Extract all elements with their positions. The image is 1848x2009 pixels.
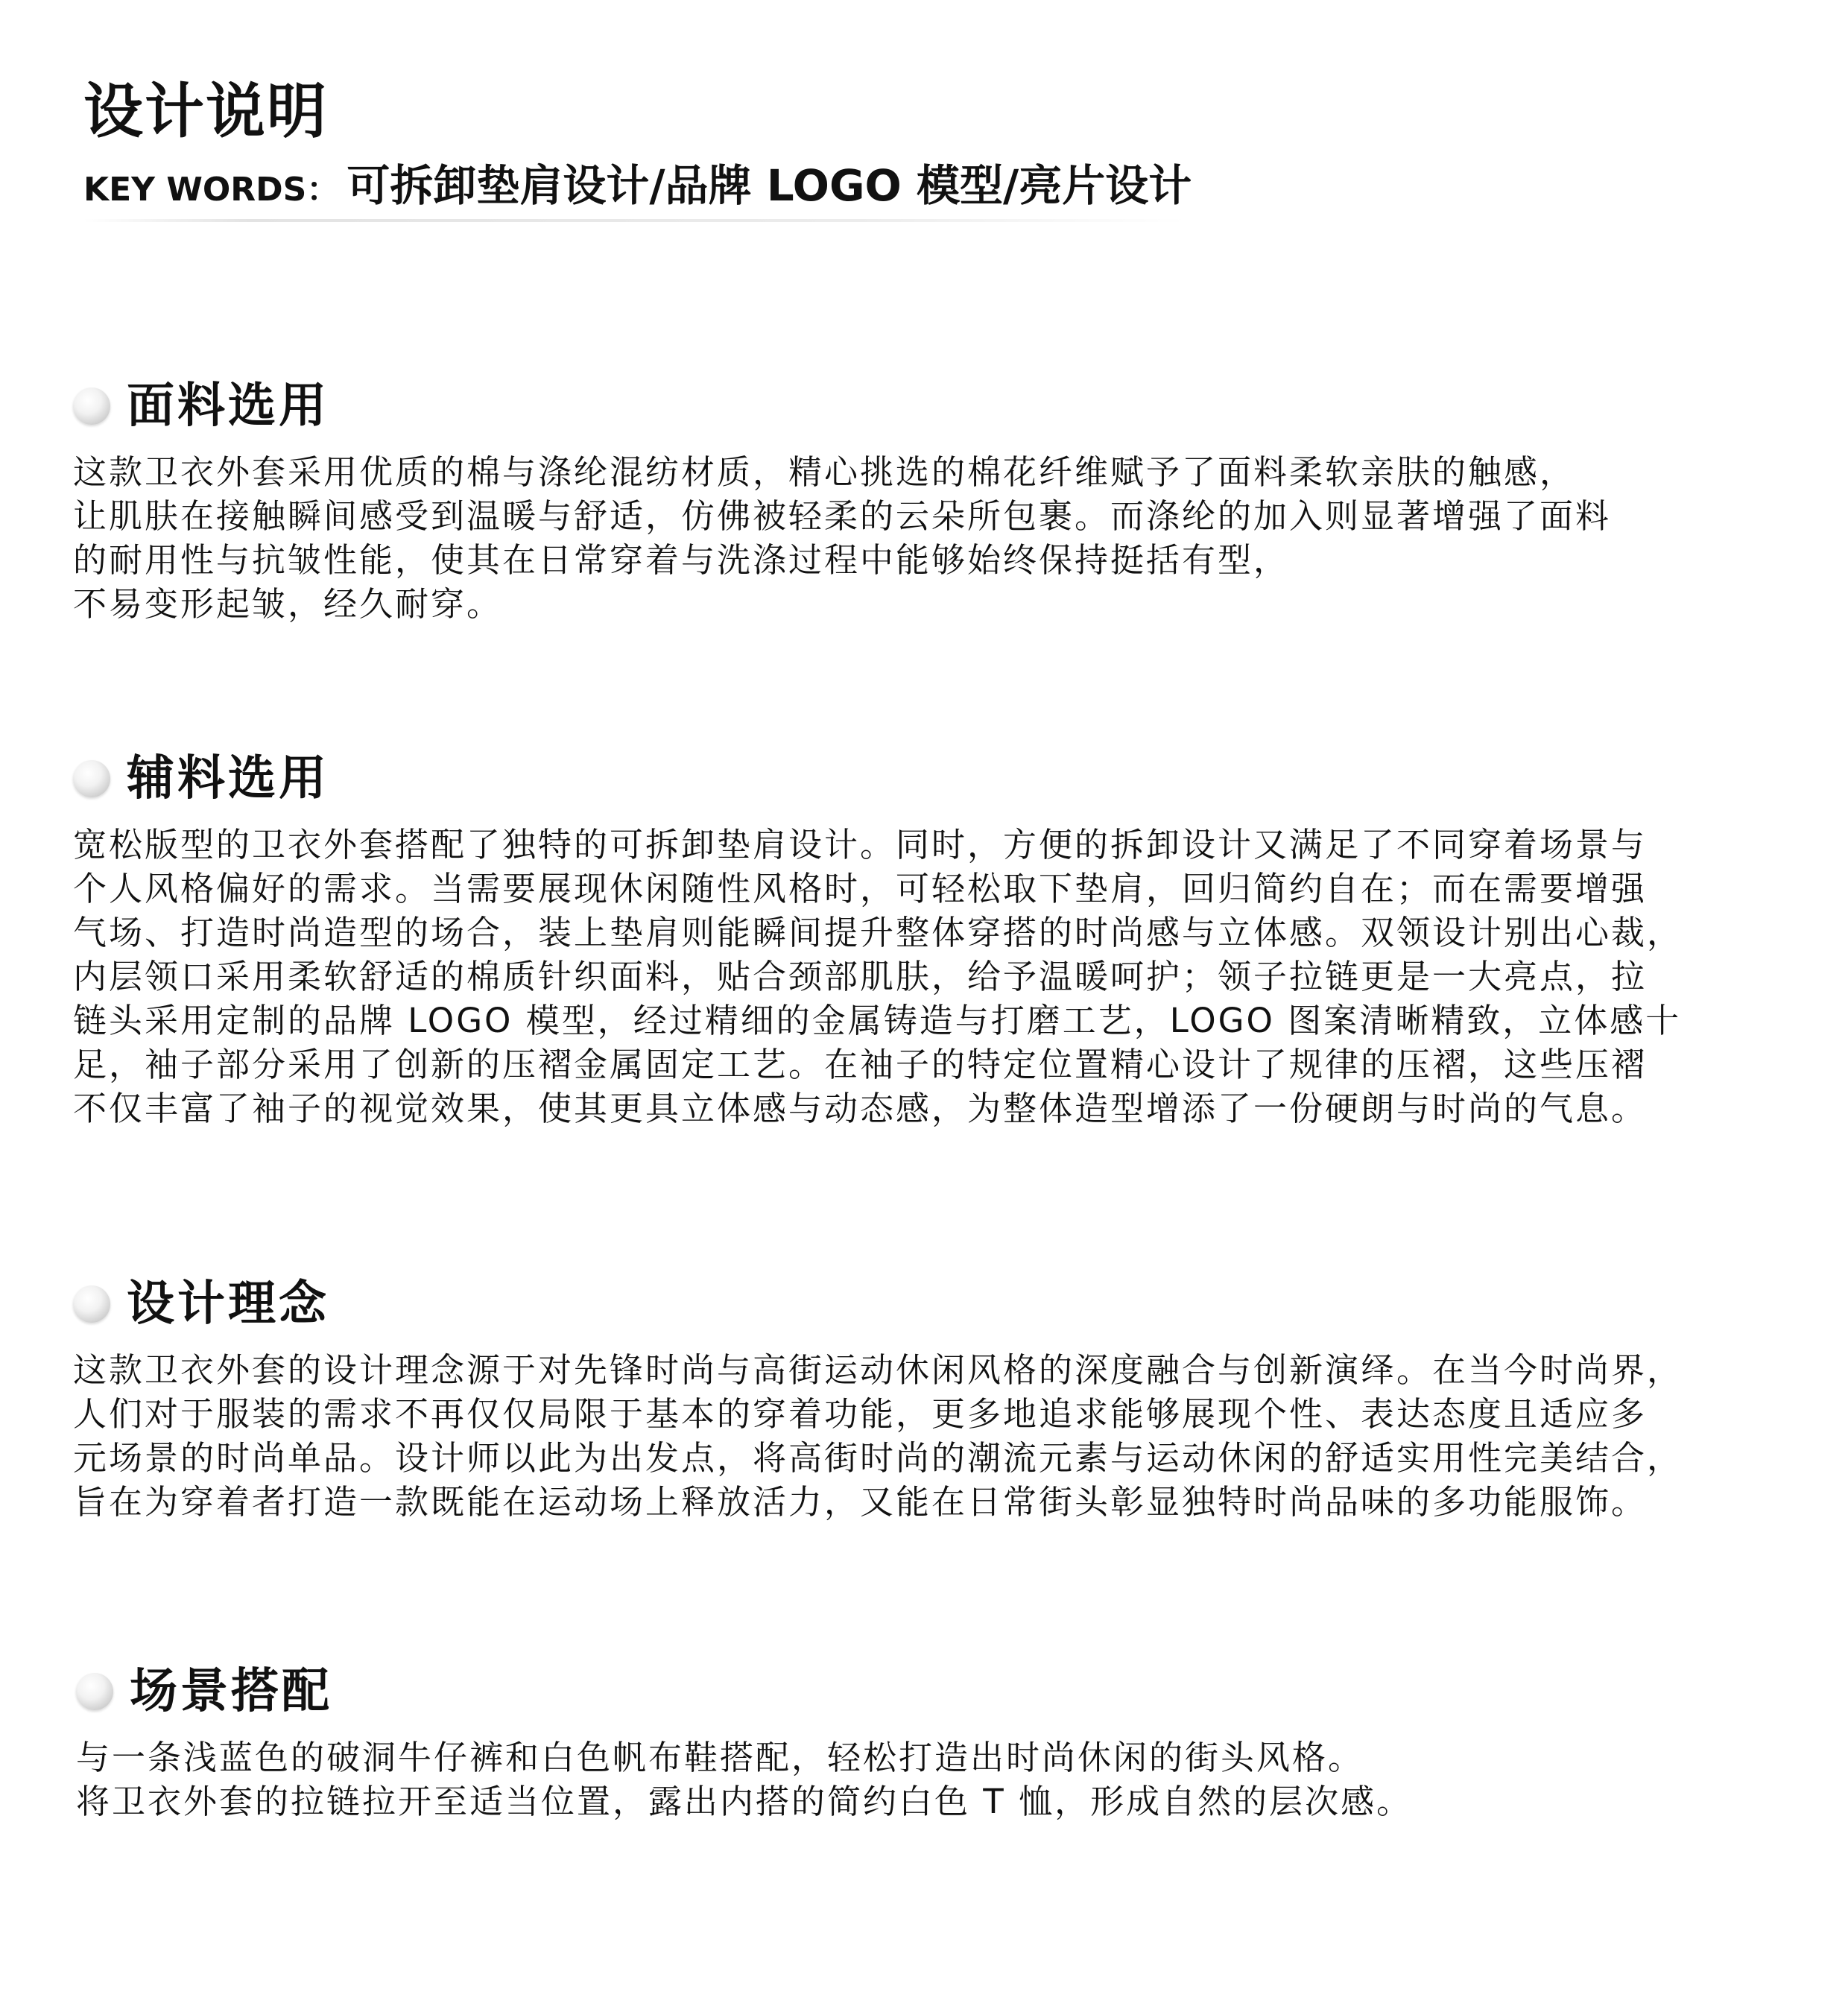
section-title: 辅料选用 (127, 751, 329, 806)
paragraph-line: 这款卫衣外套的设计理念源于对先锋时尚与高街运动休闲风格的深度融合与创新演绎。在当今时尚界， (73, 1350, 1683, 1390)
section-title: 设计理念 (127, 1276, 329, 1332)
circle-bullet-icon (73, 387, 110, 425)
section-heading (73, 745, 1787, 812)
paragraph-line: 人们对于服装的需求不再仅仅局限于基本的穿着功能，更多地追求能够展现个性、表达态度且适应多 (73, 1394, 1648, 1434)
page-header (83, 75, 1201, 219)
paragraph-line: 的耐用性与抗皱性能，使其在日常穿着与洗涤过程中能够始终保持挺括有型， (73, 540, 1290, 580)
paragraph-line: 个人风格偏好的需求。当需要展现休闲随性风格时，可轻松取下垫肩，回归简约自在；而在需要增强 (73, 869, 1648, 908)
paragraph-line: 元场景的时尚单品。设计师以此为出发点，将高街时尚的潮流元素与运动休闲的舒适实用性完美结合， (73, 1438, 1683, 1478)
paragraph-line: 旨在为穿着者打造一款既能在运动场上释放活力，又能在日常街头彰显独特时尚品味的多功能服饰。 (73, 1482, 1648, 1522)
section-fabric (73, 373, 1787, 626)
paragraph-line: 与一条浅蓝色的破洞牛仔裤和白色帆布鞋搭配，轻松打造出时尚休闲的街头风格。 (76, 1738, 1364, 1777)
section-styling (76, 1658, 1790, 1823)
paragraph-line: 足，袖子部分采用了创新的压褶金属固定工艺。在袖子的特定位置精心设计了规律的压褶，这些压褶 (73, 1045, 1648, 1084)
section-body (73, 823, 1787, 1130)
keywords-divider (83, 219, 1186, 222)
keywords-value: 可拆卸垫肩设计/品牌 LOGO 模型/亮片设计 (346, 160, 1192, 211)
section-accessories (73, 745, 1787, 1130)
section-body (76, 1736, 1790, 1823)
paragraph-line: 内层领口采用柔软舒适的棉质针织面料，贴合颈部肌肤，给予温暖呵护；领子拉链更是一大亮点，拉 (73, 957, 1648, 996)
paragraph-line: 不仅丰富了袖子的视觉效果，使其更具立体感与动态感，为整体造型增添了一份硬朗与时尚的气息。 (73, 1089, 1648, 1128)
circle-bullet-icon (73, 760, 110, 797)
section-heading (73, 373, 1787, 440)
section-heading (73, 1271, 1787, 1338)
circle-bullet-icon (76, 1673, 113, 1710)
section-design-concept (73, 1271, 1787, 1524)
paragraph-line: 不易变形起皱，经久耐穿。 (73, 584, 503, 624)
page-title: 设计说明 (83, 77, 328, 146)
paragraph-line: 链头采用定制的品牌 LOGO 模型，经过精细的金属铸造与打磨工艺，LOGO 图案清晰精致，立体感十 (73, 1001, 1682, 1040)
paragraph-line: 这款卫衣外套采用优质的棉与涤纶混纺材质，精心挑选的棉花纤维赋予了面料柔软亲肤的触感， (73, 452, 1576, 492)
circle-bullet-icon (73, 1285, 110, 1323)
section-body (73, 450, 1787, 626)
keywords-label: KEY WORDS： (83, 171, 340, 209)
keywords-row (83, 151, 1201, 219)
paragraph-line: 将卫衣外套的拉链拉开至适当位置，露出内搭的简约白色 T 恤，形成自然的层次感。 (76, 1782, 1413, 1821)
paragraph-line: 让肌肤在接触瞬间感受到温暖与舒适，仿佛被轻柔的云朵所包裹。而涤纶的加入则显著增强了面料 (73, 496, 1612, 536)
section-title: 面料选用 (127, 379, 329, 434)
paragraph-line: 宽松版型的卫衣外套搭配了独特的可拆卸垫肩设计。同时，方便的拆卸设计又满足了不同穿着场景与 (73, 825, 1648, 864)
section-title: 场景搭配 (130, 1664, 332, 1719)
section-heading (76, 1658, 1790, 1725)
paragraph-line: 气场、打造时尚造型的场合，装上垫肩则能瞬间提升整体穿搭的时尚感与立体感。双领设计别出心裁， (73, 913, 1683, 952)
section-body (73, 1348, 1787, 1524)
